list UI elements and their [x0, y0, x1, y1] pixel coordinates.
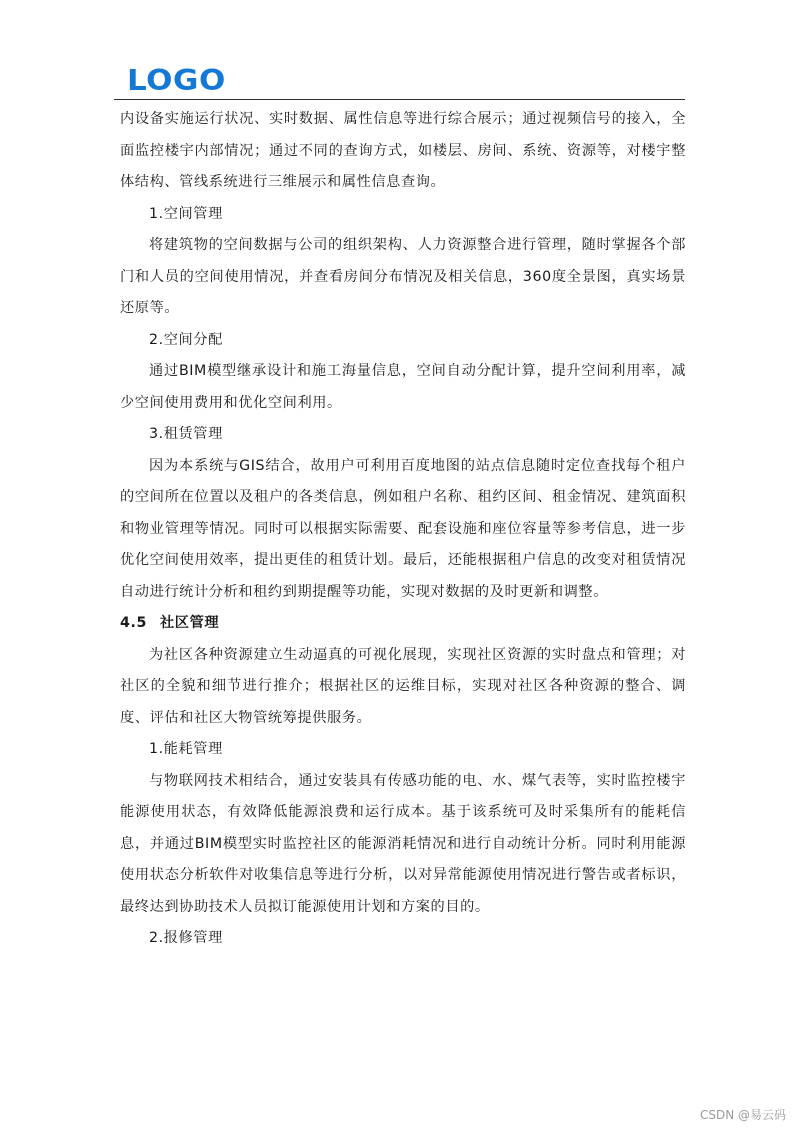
heading-energy-management: 1.能耗管理	[149, 741, 223, 757]
heading-lease-management: 3.租赁管理	[149, 426, 223, 442]
section-number: 4.5	[120, 615, 147, 631]
section-heading	[120, 608, 686, 640]
paragraph-space-allocation: 通过BIM模型继承设计和施工海量信息，空间自动分配计算，提升空间利用率，减少空间使用费用和优化空间利用。	[120, 363, 686, 411]
heading-repair-management: 2.报修管理	[149, 930, 223, 946]
heading-space-allocation: 2.空间分配	[149, 331, 223, 348]
paragraph-lease-management: 因为本系统与GIS结合，故用户可利用百度地图的站点信息随时定位查找每个租户的空间所在位置以及租户的各类信息，例如租户名称、租约区间、租金情况、建筑面积和物业管理等情况。同时可以根据实际需要、配套设施和座位容量等参考信息，进一步优化空间使用效率，提出更佳的租赁计划。最后，还能根据租户信息的改变对租赁情况自动进行统计分析和租约到期提醒等功能，实现对数据的及时更新和调整。	[120, 457, 686, 600]
watermark: CSDN @易云码	[699, 1108, 786, 1122]
paragraph-building-display: 内设备实施运行状况、实时数据、属性信息等进行综合展示；通过视频信号的接入，全面监控楼宇内部情况；通过不同的查询方式，如楼层、房间、系统、资源等，对楼宇整体结构、管线系统进行三维展示和属性信息查询。	[120, 111, 686, 190]
header-divider	[114, 99, 685, 100]
document-body	[120, 104, 686, 955]
heading-space-management: 1.空间管理	[149, 205, 223, 222]
paragraph-space-management: 将建筑物的空间数据与公司的组织架构、人力资源整合进行管理，随时掌握各个部门和人员的空间使用情况，并查看房间分布情况及相关信息，360度全景图，真实场景还原等。	[120, 237, 686, 316]
logo: LOGO	[127, 64, 226, 98]
section-title: 社区管理	[160, 615, 220, 631]
paragraph-energy-management: 与物联网技术相结合，通过安装具有传感功能的电、水、煤气表等，实时监控楼宇能源使用状态，有效降低能源浪费和运行成本。基于该系统可及时采集所有的能耗信息，并通过BIM模型实时监控社区的能源消耗情况和进行自动统计分析。同时利用能源使用状态分析软件对收集信息等进行分析，以对异常能源使用情况进行警告或者标识，最终达到协助技术人员拟订能源使用计划和方案的目的。	[120, 772, 686, 915]
paragraph-community-management: 为社区各种资源建立生动逼真的可视化展现，实现社区资源的实时盘点和管理；对社区的全貌和细节进行推介；根据社区的运维目标，实现对社区各种资源的整合、调度、评估和社区大物管统筹提供服务。	[120, 646, 686, 726]
